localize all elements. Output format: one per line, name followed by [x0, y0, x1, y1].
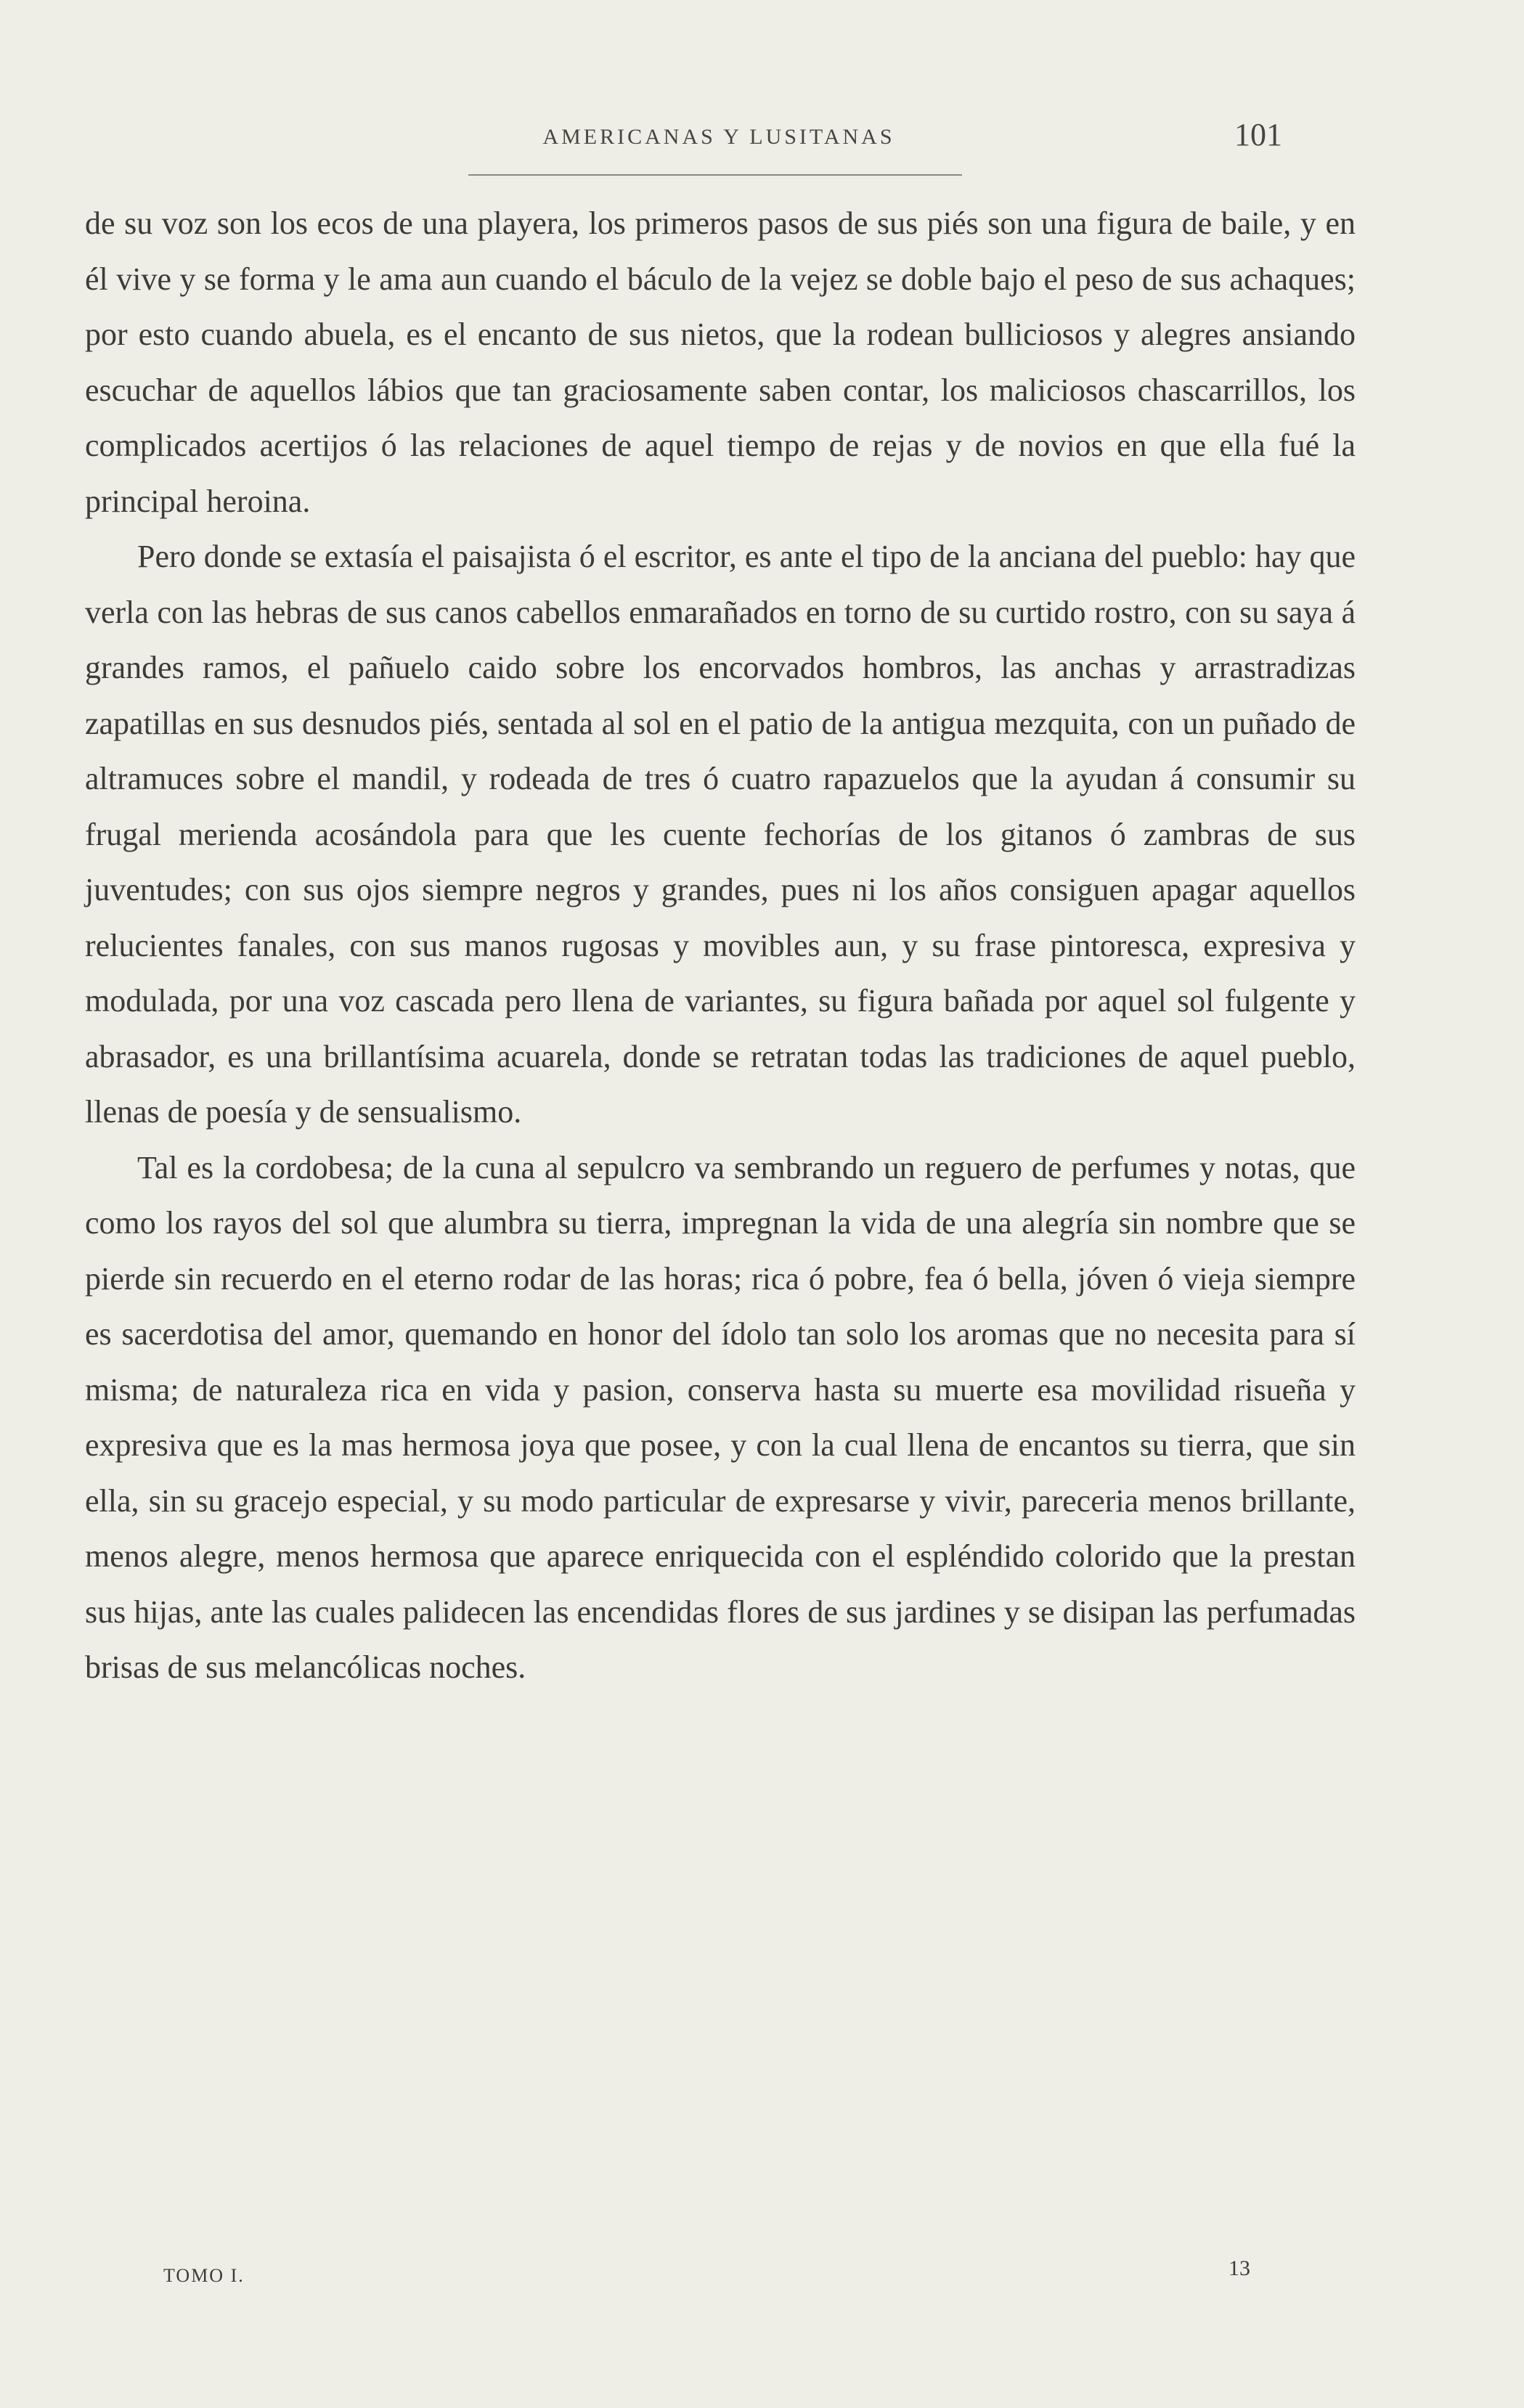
- paragraph-1: de su voz son los ecos de una playera, los primeros pasos de sus piés son una figura de baile, y en él vive y se forma y le ama aun cuando el báculo de la vejez se doble bajo el peso de sus achaques; por esto cuando abuela, es el encanto de sus nietos, que la rodean bulliciosos y alegres ansiando escuchar de aquellos lábios que tan graciosamente saben contar, los maliciosos chascarrillos, los complicados acertijos ó las relaciones de aquel tiempo de rejas y de novios en que ella fué la principal heroina.: [85, 205, 1356, 519]
- page-number: 101: [1234, 117, 1282, 152]
- sheet-number: 13: [1228, 2256, 1250, 2280]
- volume-signature: TOMO I.: [163, 2265, 245, 2286]
- header-rule: [468, 174, 962, 176]
- body-text: [85, 196, 1356, 1696]
- running-head: [0, 116, 1524, 160]
- running-title: AMERICANAS Y LUSITANAS: [542, 125, 895, 149]
- paragraph-3: Tal es la cordobesa; de la cuna al sepulcro va sembrando un reguero de perfumes y notas, que como los rayos del sol que alumbra su tierra, impregnan la vida de una alegría sin nombre que se pierde sin recuerdo en el eterno rodar de las horas; rica ó pobre, fea ó bella, jóven ó vieja siempre es sacerdotisa del amor, quemando en honor del ídolo tan solo los aromas que no necesita para sí misma; de naturaleza rica en vida y pasion, conserva hasta su muerte esa movilidad risueña y expresiva que es la mas hermosa joya que posee, y con la cual llena de encantos su tierra, que sin ella, sin su gracejo especial, y su modo particular de expresarse y vivir, pareceria menos brillante, menos alegre, menos hermosa que aparece enriquecida con el espléndido colorido que la prestan sus hijas, ante las cuales palidecen las encendidas flores de sus jardines y se disipan las perfumadas brisas de sus melancólicas noches.: [85, 1149, 1356, 1685]
- paragraph-2: Pero donde se extasía el paisajista ó el escritor, es ante el tipo de la anciana del pueblo: hay que verla con las hebras de sus canos cabellos enmarañados en torno de su curtido rostro, con su saya á grandes ramos, el pañuelo caido sobre los encorvados hombros, las anchas y arrastradizas zapatillas en sus desnudos piés, sentada al sol en el patio de la antigua mezquita, con un puñado de altramuces sobre el mandil, y rodeada de tres ó cuatro rapazuelos que la ayudan á consumir su frugal merienda acosándola para que les cuente fechorías de los gitanos ó zambras de sus juventudes; con sus ojos siempre negros y grandes, pues ni los años consiguen apagar aquellos relucientes fanales, con sus manos rugosas y movibles aun, y su frase pintoresca, expresiva y modulada, por una voz cascada pero llena de variantes, su figura bañada por aquel sol fulgente y abrasador, es una brillantísima acuarela, donde se retratan todas las tradiciones de aquel pueblo, llenas de poesía y de sensualismo.: [85, 539, 1356, 1130]
